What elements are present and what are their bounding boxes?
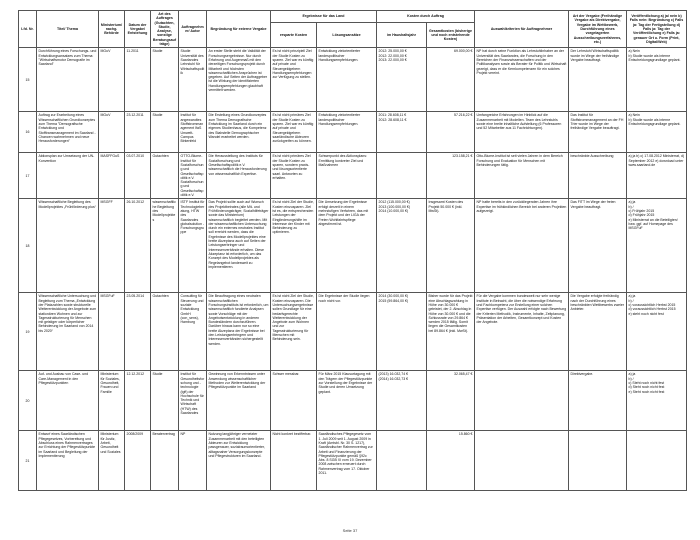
col-ersparte: ersparte Kosten [271,22,317,48]
page-number: Seite 37 [342,528,358,533]
cell-datum: 23.12.2011 [125,112,151,153]
row-number: 15 [19,48,37,112]
cell-auswahl: Für die Vergabe kommen bundesweit nur sehr wenige Institute in Betracht, die über die notwendige Erfahrung und Fachkompetenz zur Erstellung einer solchen Expertise verfügen. Der Auswahl erfolgte nach Bewertung der Kriterien Methodik, Instrumente, Inhalte, Zeitplanung, Präsentation der Arbeiten, Gesamtkonzept und Kosten der Angebote. [475,293,569,371]
row-number: 21 [19,431,37,491]
cell-auftragnehmer: Institut für Gesundheitsforschung und -technologie (igft) der Hochschule für Technik und Wirtschaft (HTW) des Saarlandes [179,371,207,431]
cell-datum: 03.07.2010 [125,153,151,199]
cell-ministerium: MSGFuF [99,293,125,371]
cell-art: Studie [151,112,179,153]
row-number: 16 [19,112,37,153]
col-haushalt: im Haushaltsjahr [377,22,427,48]
cell-haushalt: 2012: 25.000,00 € 2012: 22.000,00 € 2013: 22.000,00 € [377,48,427,112]
cell-haushalt: 2012 (115.000,00 €) 2013 (100.000,00 €) 2014 (10.000,00 €) [377,199,427,293]
cell-ministerium: MGuV [99,112,125,153]
cell-haushalt: 2011: 28.608,11 € 2012: 28.608,11 € [377,112,427,153]
cell-vergabeart: Der Lehrstuhl Wirtschaftspolitik wurde im Wege der freihändige Vergabe beauftragt. [569,48,627,112]
row-number: 19 [19,293,37,371]
cell-begruendung: An erster Stelle steht die Validität der Forschungsergebnisse. Nur durch Erfahrung und Augenmaß mit den derzeitigen Forschungsprojekt durch Mitarbeit und höchsten wissenschaftlichen Ansprüchen ist gegeben. Auf Seiten der Auftraggeber ist die Wirkung der identifizierten Handlungsempfehlungen glaubhaft vermittelt werden. [207,48,271,112]
cell-art: Gutachten [151,293,179,371]
cell-vergabeart [569,431,627,491]
cell-datum: 2008/2009 [125,431,151,491]
document-page [18,10,686,491]
table-row [19,371,687,431]
col-ministerium: Ministerium/ nachg. Behörde [99,11,125,48]
cell-loesung: Die Umsetzung der Ergebnisse erfolgt derzeit in einem mehrstufigen Verfahren, das mit dem Projekt und der LIGA der Freien Wohlfahrtspflege abgestimmt ist. [317,199,377,293]
cell-ersparte: Es ist nicht prinzipiell Ziel der Studie Kosten zu sparen. Ziel war es künftig auf private und Steuergeldgebern Handlungsempfehlungen zur Verfügung zu stellen. [271,48,317,112]
cell-gesamtkosten: 57.216,22 € [427,112,475,153]
cell-vergabeart: beschränkte Ausschreibung [569,153,627,199]
cell-veroeffentlichung: a) ja b) / c) Frühjahr 2015 d) Frühjahr 2015 e) Ministerrat an die Beteiligten/ bzw. ggf. auf Homepage des MSGFuF [627,199,687,293]
cell-ersparte: Es ist nicht primäres Ziel der Studie Kosten zu sparen. Ziel war es künftig auf private und Steuergeldgebern saarländische Akteuren zurückgreifen zu können. [271,112,317,153]
cell-ministerium: MGuV [99,48,125,112]
cell-datum: 23.05.2014 [125,293,151,371]
cell-art: Studie [151,371,179,431]
cell-haushalt: (2013) 16.032,74 € (2014) 16.032,73 € [377,371,427,431]
cell-ersparte: Nicht konkret bezifferbar. [271,431,317,491]
cell-ersparte: Es ist nicht primäres Ziel der Studie Kosten zu sparen, sondern praxis- und lösungsorientierte saarl. Antworten zu erhalten. [271,153,317,199]
table-row [19,431,687,491]
col-titel: Titel/ Thema [37,11,99,48]
cell-datum: 12.12.2012 [125,371,151,431]
col-datum: Datum der Vergabe/ Entstehung [125,11,151,48]
cell-loesung: Entwicklung zielorientierter landespolitischer Handlungsempfehlungen. [317,112,377,153]
cell-begruendung: Das Projekt sollte auch auf Wunsch des Projektbeirates (alle Mit- und Frühförderungsträger, Sozialhilfeträger sowie das Ministerium) wissenschaftlich begleitet werden. Mit der wissenschaftlichen Untersuchung durch ein externes neutrales Institut soll erreicht werden, dass die Ergebnisse des Modellprojektes eine breite Akzeptanz auch auf Seiten der Leistungserbringer und Interessenverbände erhalten. Diese Akzeptanz ist erforderlich, um das Konzept des Modellprojektes als Regelangebot landesweit zu implementieren. [207,199,271,293]
cell-begruendung: Gewinnung von Erkenntnissen unter Anwendung wissenschaftlicher Methoden zur Weiterentwicklung der Pflegestützpunkte im Saarland [207,371,271,431]
cell-ministerium: MSGFF [99,199,125,293]
table-row [19,153,687,199]
cell-vergabeart: Das Institut für Stoffstrommanagement an der FH Trier wurde im Wege der freihändige Vergabe beauftragt. [569,112,627,153]
cell-auswahl [475,431,569,491]
cell-ministerium: Ministerium für Justiz, Arbeit, Gesundheit und Soziales [99,431,125,491]
col-art: Art des Auftrages (Gutachten, Studie, Analyse, sonstige Beratungsaufträge) [151,11,179,48]
report-table [18,10,687,491]
cell-art: Studie [151,48,179,112]
cell-titel: Wissenschaftliche Untersuchung und Begleitung zum Thema „Entwicklung der Platzzahlen sowie strukturelle Weiterentwicklung der Angebote zum stationären Wohnen und zur Tagesstrukturierung für Menschen mit geistiger oder körperlicher Behinderung im Saarland von 2014 bis 2020“ [37,293,99,371]
cell-gesamtkosten: 15.860 € [427,431,475,491]
col-gesamtkosten: Gesamtkosten (bisherige und noch entstehende Kosten) [427,22,475,48]
col-veroeffentlichung: Veröffentlichung a) ja/ nein b) Falls nein: Begründung c) Falls ja: Tag der Fertigstellung d) Falls ja: Tag der Veröffentlichung e) Falls ja: genauer Ort u. Form (Print, Digital/Web) [627,11,687,48]
row-number: 17 [19,153,37,199]
cell-gesamtkosten: 69.000,00 € [427,48,475,112]
group-ergebnisse: Ergebnisse für das Land [271,11,377,23]
cell-loesung: Schwerpunkt des Aktionsplans: Ermittlung konkreter Ziel und Maßnahmen [317,153,377,199]
table-row [19,112,687,153]
cell-vergabeart: Die Vergabe erfolgte freihändig nach der Durchführung eines beschränkten Wettbewerbs zweier Anbieter. [569,293,627,371]
cell-gesamtkosten: 32.065,47 € [427,371,475,431]
cell-veroeffentlichung: a) Nein b) Studie wurde als interne Entscheidungsgrundlage geplant. [627,112,687,153]
cell-titel: Auftrag zur Erarbeitung eines Wissenschaftlichen Grundkonzeptes zum Thema "Demografische Entwicklung und Stofftransmanagement im Saarland - Chancen wahrnehmen und neue Herausforderungen" [37,112,99,153]
cell-datum: 11.2011 [125,48,151,112]
col-begruendung: Begründung für externe Vergabe [207,11,271,48]
cell-auftragnehmer: Consulting für Steuerung und soziale Entwicklung GmbH (con_sens), Hamburg [179,293,207,371]
group-kosten: Kosten durch Auftrag [377,11,475,23]
cell-veroeffentlichung: a) ja b) / c) voraussichtlich Herbst 2015 d) voraussichtlich Herbst 2015 e) steht noch nicht fest [627,293,687,371]
table-row [19,199,687,293]
cell-auftragnehmer: Studie Universität des Saarlandes Lehrstuhl für Wirtschaftspolitik [179,48,207,112]
cell-auswahl: NP hatte bereits in den zurückliegenden Jahren ihre Expertise im frühkindlichen Bereich bei anderen Projekten aufgezeigt. [475,199,569,293]
cell-veroeffentlichung: a) Nein b) Studie wurde als interne Entscheidungsgrundlage geplant. [627,48,687,112]
col-lfd: Lfd. Nr. [19,11,37,48]
cell-gesamtkosten: Bisher wurde für das Projekt eine Abschlagszahlung in Höhe von 30.000 € geleistet, der 2. Abschlag in Höhe von 30.000 € und die Schlussrate von 29.864 € werden 2015 fällig. Somit liegen die Gesamtkosten bei 89.864 € (inkl. MwSt). [427,293,475,371]
cell-ersparte: Schwer messbar. [271,371,317,431]
col-loesung: Lösungsansätze [317,22,377,48]
row-number: 18 [19,199,37,293]
col-vergabeart: Art der Vergabe (Freihändige Vergabe als Direktvergabe, Vergabe im Wettbewerb, Durchführung eines vorgelagerten Ausschreibungsverfahrens, etc.) [569,11,627,48]
cell-art: Gutachten [151,153,179,199]
cell-loesung: Saarländisches Pflegegesetz vom 1. Juli 2009 seit 1. August 2009 in Kraft (Amtsbl. Nr. 30 S. 1217), Saarländischer Rahmenvertrag zur Arbeit und Finanzierung der Pflegestützpunkte gemäß §92c Abs. 8 SGB XI vom 19. Dezember 2008 zwischen erneuert durch Rahmenvertrag vom 17. Oktober 2011. [317,431,377,491]
cell-haushalt [377,431,427,491]
cell-begruendung: Die Beauftragung eines neutralen wissenschaftlichen Forschungsinstituts ist erforderlich, um wissenschaftlich fundierte Analysen sowie Vorschläge mit der Angebotsentwicklung in anderen Bundesländern durchzuführen. Darüber hinaus kann nur so eine breite Akzeptanz der Ergebnisse bei den Leistungserbringern und Interessenverbänden sichergestellt werden. [207,293,271,371]
col-auftragnehmer: Auftragnehmer/ Autor [179,11,207,48]
cell-haushalt [377,153,427,199]
cell-begruendung: Die Herausstellung des Instituts für Sozialforschung und Gesellschaftspolitik e.V. wissenschaftlich die Herausforderung von wissenschaftlich Expertise. [207,153,271,199]
cell-auftragnehmer: OTTO-Blume-Institut für Sozialforschung und Gesellschaftspolitik e.V. Sozialforschung und Gesellschaftspolitik e.V. [179,153,207,199]
cell-vergabeart: Direktvergabe. [569,371,627,431]
cell-auswahl: NP hat durch seine Funktion als Lehrstuhlinhaber an der Universität des Saarlandes, die Forschung in den Bereichen der Finanzwissenschaften und der Politikanalysen sowie als Berater für Politik und Wirtschaft gezeigt, dass er die Kernkompetenzen für ein solches Projekt vereint. [475,48,569,112]
cell-gesamtkosten: Insgesamt Kosten des Projekt 50.000 € (inkl. MwSt). [427,199,475,293]
cell-titel: Auf- und Ausbau von Case- und Care-Management in den Pflegestützpunkten [37,371,99,431]
cell-art: wissenschaftliche Begleitung des Modellprojektes [151,199,179,293]
cell-vergabeart: Das FITT im Wege der freien Vergabe beauftragt. [569,199,627,293]
cell-titel: Durchführung eines Forschungs- und Entwicklungsansatzes zum Thema: "Wirtschaftsmotor Demografie im Saarland" [37,48,99,112]
cell-auftragnehmer: Institut für angewandtes Stoffstrommanagement IfaS Umwelt-Campus Birkenfeld [179,112,207,153]
col-auswahl: Auswahlkriterien für Auftragnehmer [475,11,569,48]
cell-ministerium: MASFFGuS [99,153,125,199]
cell-auswahl: Umfangreiche Erfahrungen im Hinblick auf die Zusammenarbeit mit Modellen. Team des Lehrstuhls sowie eine breite inhaltliche Aufstellung (6 Professoren und 52 Mitarbeiter aus 11 Fachrichtungen). [475,112,569,153]
row-number: 20 [19,371,37,431]
header-group-row [19,11,687,23]
cell-auswahl [475,371,569,431]
cell-titel: Aktionsplan zur Umsetzung der UN-Konvention [37,153,99,199]
cell-auftragnehmer: NP [179,431,207,491]
table-row [19,293,687,371]
cell-titel: Entwurf eines Saarländischen Pflegegesetzes, Vorbereitung und Abschluss eines Rahmenvertrages zur Errichtung der Pflegestützpunkte im Saarland und Begleitung der Implementierung [37,431,99,491]
cell-ministerium: Ministerium für Soziales, Gesundheit, Frauen und Familie [99,371,125,431]
cell-loesung: Entwicklung zielorientierter landespolitischer Handlungsempfehlungen. [317,48,377,112]
cell-ersparte: Es ist nicht Ziel der Studie, Kosten einzusparen. Die Untersuchungsergebnisse sollen Grundlage für eine bedarfsgerechte Weiterentwicklung der Angebote zum Wohnen und zur Tagesstrukturierung für Menschen mit Behinderung sein. [271,293,317,371]
cell-gesamtkosten: 123.158,21 € [427,153,475,199]
cell-art: Beratervertrag [151,431,179,491]
cell-veroeffentlichung: a) ja b) c) 17.08.2012 Ministerrat, d) September 2012 e) download unter www.saarland.de [627,153,687,199]
cell-datum: 26.10.2012 [125,199,151,293]
cell-loesung: Für März 2015 Klausurtagung mit den Trägern der Pflegestützpunkte zur Vorstellung der Ergebnisse der Studie und deren Umsetzung geplant. [317,371,377,431]
cell-loesung: Die Ergebnisse der Studie liegen noch nicht vor. [317,293,377,371]
cell-veroeffentlichung [627,431,687,491]
cell-veroeffentlichung: a) ja b) / c) Steht noch nicht fest d) Steht noch nicht fest e) Steht noch nicht fest [627,371,687,431]
cell-begruendung: Die Erstellung eines Grundkonzeptes zum Thema Demografische Entwicklung im Saarland durch ein eigenes Studienhaus, die Kompetenz des Stabstelle Demographischer Wandel erarbeitet werden. [207,112,271,153]
cell-haushalt: 2014 (30.000,00 €) 2015 (59.864,00 €) [377,293,427,371]
table-row [19,48,687,112]
cell-auswahl: Otto-Blume-Institut ist seit vielen Jahren in dem Bereich Forschung und Evaluation für Menschen mit Behinderungen tätig. [475,153,569,199]
cell-titel: Wissenschaftliche Begleitung des Modellprojektes „Frühförderung plus“ [37,199,99,293]
cell-begruendung: Nutzung langjähriger vernetzter Zusammenarbeit mit den beteiligten Akteuren zur Entwicklung passgenauer, sozialraumorientierter, alltagsnaher Versorgungskonzepte und Pflegestrukturen im Saarland. [207,431,271,491]
cell-auftragnehmer: ISTF Institut für Technologieberatung, HTW des Saarlandes globalsolution - Forschungsgruppe [179,199,207,293]
cell-ersparte: Es ist nicht Ziel der Studie, Kosten einzusparen. Ziel ist es, die entsprechenden Leistungen der Eingliederungshilfe im Interesse der Kinder mit Behinderung zu optimieren. [271,199,317,293]
